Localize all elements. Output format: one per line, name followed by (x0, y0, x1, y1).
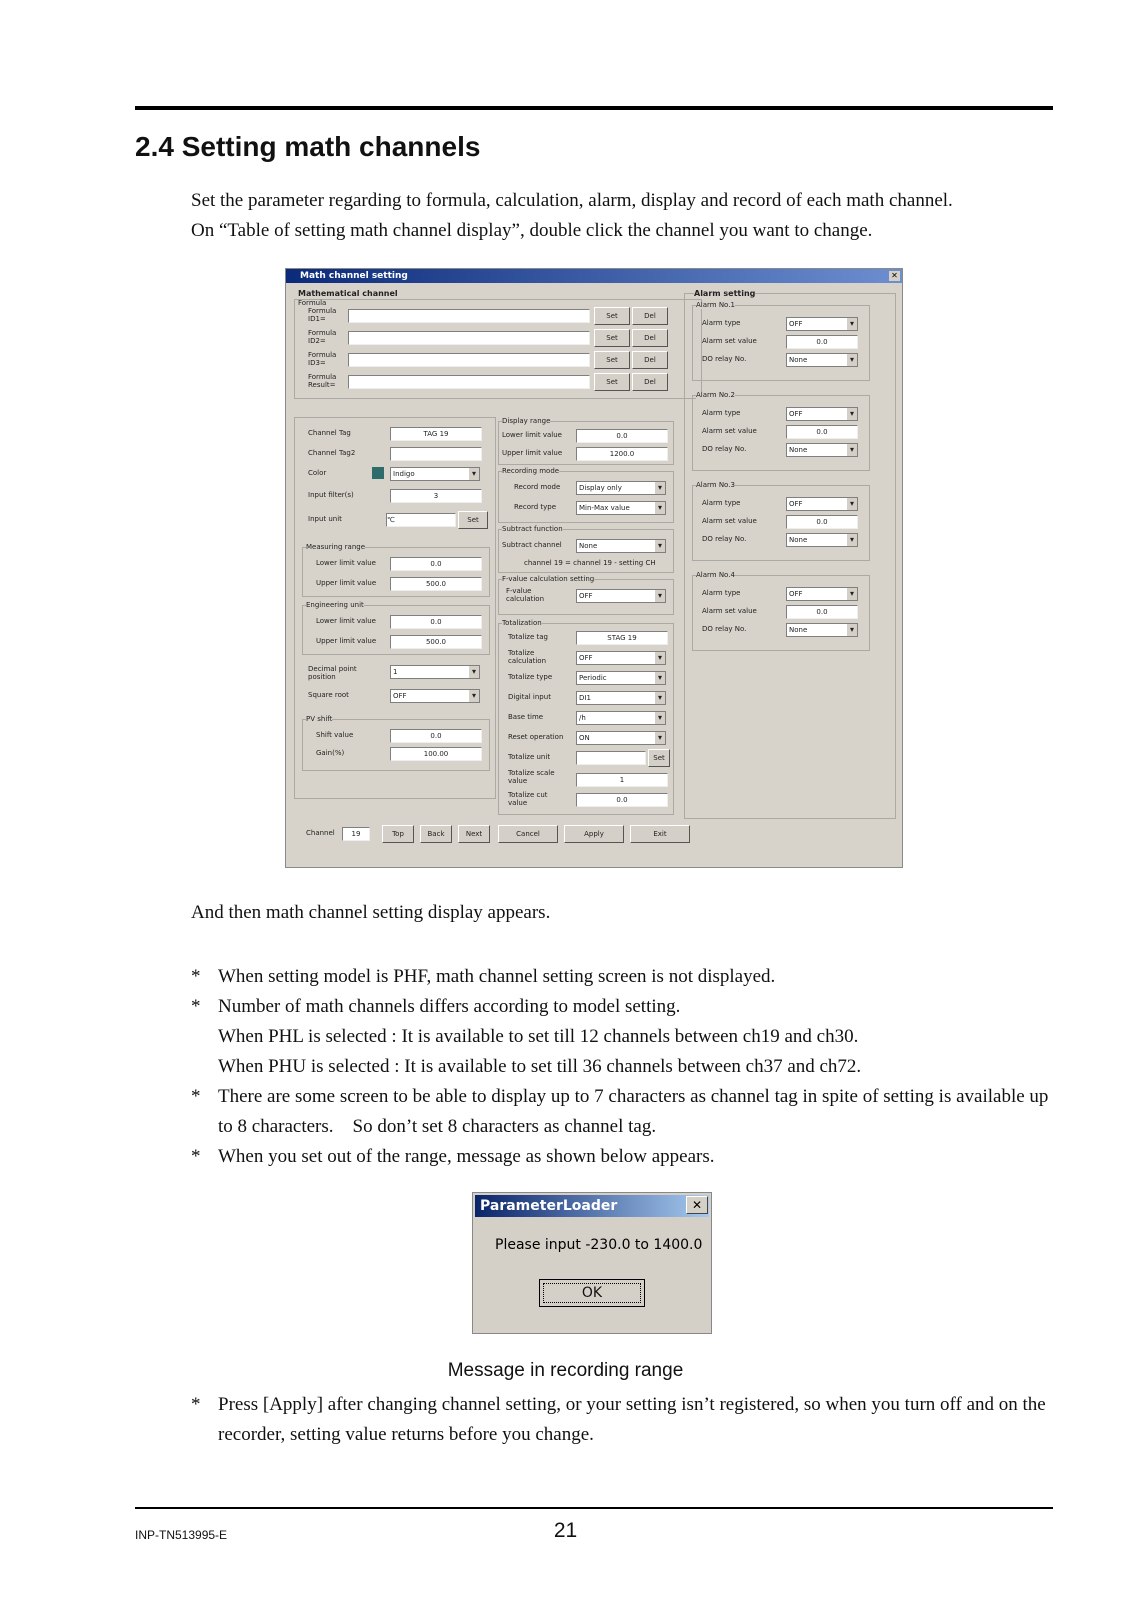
input-filter-label: Input filter(s) (308, 491, 354, 499)
fvalue-group-label: F-value calculation setting (502, 575, 595, 583)
pv-shift-group (302, 719, 490, 771)
formula-field[interactable] (348, 353, 590, 367)
formula-del-button[interactable]: Del (632, 329, 668, 347)
alarm-set-label: Alarm set value (702, 427, 757, 435)
alarm-relay-label: DO relay No. (702, 355, 747, 363)
formula-del-button[interactable]: Del (632, 373, 668, 391)
tot-unit-set-button[interactable]: Set (648, 749, 670, 767)
note-line: Press [Apply] after changing channel setting, or your setting isn’t registered, so when you turn off and on the recorder, setting value returns before you change. (218, 1394, 1046, 1445)
alarm-group-label: Alarm No.1 (696, 301, 735, 309)
tot-calc-label: Totalize calculation (508, 649, 547, 665)
shift-label: Shift value (316, 731, 354, 739)
page-number: 21 (553, 1519, 578, 1542)
formula-label: Formula ID1= (308, 307, 337, 323)
note-line: When setting model is PHF, math channel setting screen is not displayed. (218, 966, 776, 987)
fvalue-label: F-value calculation (506, 587, 545, 603)
close-icon[interactable]: ✕ (686, 1196, 708, 1214)
base-label: Base time (508, 713, 544, 721)
subtract-channel-label: Subtract channel (502, 541, 562, 549)
display-lower-field[interactable]: 0.0 (576, 429, 668, 443)
next-button[interactable]: Next (458, 825, 490, 843)
alarm-set-label: Alarm set value (702, 337, 757, 345)
scale-label: Totalize scale value (508, 769, 555, 785)
note-item (191, 962, 1061, 992)
note-star: * (191, 1086, 201, 1107)
shift-field[interactable]: 0.0 (390, 729, 482, 743)
alarm-set-label: Alarm set value (702, 517, 757, 525)
alarm-type-label: Alarm type (702, 409, 741, 417)
reset-select[interactable]: ON ▾ (576, 731, 666, 745)
note-star: * (191, 1394, 201, 1415)
note-star: * (191, 996, 201, 1017)
subtract-note: channel 19 = channel 19 - setting CH (524, 559, 656, 567)
alarm-relay-label: DO relay No. (702, 625, 747, 633)
digital-select[interactable]: DI1 ▾ (576, 691, 666, 705)
parameter-loader-dialog (472, 1192, 712, 1334)
input-unit-label: Input unit (308, 515, 342, 523)
formula-set-button[interactable]: Set (594, 307, 630, 325)
note-line: When PHL is selected : It is available to set till 12 channels between ch19 and ch30. (218, 1026, 859, 1047)
notes-list (191, 962, 1061, 1172)
measure-upper-label: Upper limit value (316, 579, 377, 587)
dialog-title: ParameterLoader (480, 1198, 618, 1214)
recording-mode-label: Recording mode (502, 467, 560, 475)
alarm-relay-select[interactable]: None ▾ (786, 533, 858, 547)
tot-type-select[interactable]: Periodic ▾ (576, 671, 666, 685)
note-line: Number of math channels differs according to model setting. (218, 996, 681, 1017)
note-item (191, 1082, 1061, 1142)
cancel-button[interactable]: Cancel (498, 825, 558, 843)
color-swatch (372, 467, 384, 479)
channel-tag-label: Channel Tag (308, 429, 351, 437)
eng-upper-field[interactable]: 500.0 (390, 635, 482, 649)
intro-paragraph (191, 186, 1051, 246)
formula-label: Formula ID2= (308, 329, 337, 345)
formula-field[interactable] (348, 331, 590, 345)
note-star: * (191, 966, 201, 987)
formula-del-button[interactable]: Del (632, 307, 668, 325)
alarm-relay-select[interactable]: None ▾ (786, 353, 858, 367)
alarm-value-field[interactable]: 0.0 (786, 605, 858, 619)
measure-upper-field[interactable]: 500.0 (390, 577, 482, 591)
display-range-label: Display range (502, 417, 551, 425)
alarm-type-select[interactable]: OFF ▾ (786, 317, 858, 331)
channel-tag-field[interactable]: TAG 19 (390, 427, 482, 441)
formula-field[interactable] (348, 375, 590, 389)
record-mode-label: Record mode (514, 483, 561, 491)
channel-field[interactable]: 19 (342, 827, 370, 841)
apply-button[interactable]: Apply (564, 825, 624, 843)
scale-field[interactable]: 1 (576, 773, 668, 787)
alarm-group-label: Alarm No.4 (696, 571, 735, 579)
display-upper-field[interactable]: 1200.0 (576, 447, 668, 461)
alarm-group-label: Alarm No.3 (696, 481, 735, 489)
note-star: * (191, 1146, 201, 1167)
square-label: Square root (308, 691, 349, 699)
alarm-type-select[interactable]: OFF ▾ (786, 407, 858, 421)
base-select[interactable]: /h ▾ (576, 711, 666, 725)
cut-field[interactable]: 0.0 (576, 793, 668, 807)
channel-label: Channel (306, 829, 335, 837)
ok-button[interactable]: OK (539, 1279, 645, 1307)
alarm-type-label: Alarm type (702, 319, 741, 327)
record-type-label: Record type (514, 503, 557, 511)
formula-set-button[interactable]: Set (594, 373, 630, 391)
engineering-unit-label: Engineering unit (306, 601, 364, 609)
formula-field[interactable] (348, 309, 590, 323)
gain-label: Gain(%) (316, 749, 345, 757)
reset-label: Reset operation (508, 733, 564, 741)
decimal-label: Decimal point position (308, 665, 357, 681)
tot-tag-field[interactable]: STAG 19 (576, 631, 668, 645)
back-button[interactable]: Back (420, 825, 452, 843)
square-select[interactable]: OFF ▾ (390, 689, 480, 703)
color-select[interactable]: Indigo ▾ (390, 467, 480, 481)
eng-upper-label: Upper limit value (316, 637, 377, 645)
formula-label: Formula Result= (308, 373, 337, 389)
doc-id: INP-TN513995-E (135, 1528, 228, 1542)
alarm-relay-select[interactable]: None ▾ (786, 623, 858, 637)
alarm-relay-label: DO relay No. (702, 445, 747, 453)
tot-unit-field[interactable] (576, 751, 646, 765)
after-text: And then math channel setting display appears. (191, 902, 551, 923)
color-label: Color (308, 469, 327, 477)
alarm-set-label: Alarm set value (702, 607, 757, 615)
formula-label: Formula ID3= (308, 351, 337, 367)
formula-set-button[interactable]: Set (594, 351, 630, 369)
formula-set-button[interactable]: Set (594, 329, 630, 347)
note-line: When you set out of the range, message as shown below appears. (218, 1146, 715, 1167)
digital-label: Digital input (508, 693, 551, 701)
eng-lower-label: Lower limit value (316, 617, 376, 625)
alarm-value-field[interactable]: 0.0 (786, 335, 858, 349)
totalization-label: Totalization (502, 619, 542, 627)
tot-unit-label: Totalize unit (508, 753, 551, 761)
note-item (191, 992, 1061, 1082)
display-lower-label: Lower limit value (502, 431, 562, 439)
input-unit-field[interactable]: ℃ (386, 513, 456, 527)
window-close-button[interactable]: ✕ (889, 271, 900, 281)
dialog-message: Please input -230.0 to 1400.0 (495, 1237, 703, 1253)
alarm-value-field[interactable]: 0.0 (786, 515, 858, 529)
note-line: There are some screen to be able to display up to 7 characters as channel tag in spite of setting is available up to 8 characters. So don’t set 8 characters as channel tag. (218, 1086, 1049, 1137)
alarm-type-label: Alarm type (702, 499, 741, 507)
alarm-type-label: Alarm type (702, 589, 741, 597)
alarm-value-field[interactable]: 0.0 (786, 425, 858, 439)
alarm-group-label: Alarm No.2 (696, 391, 735, 399)
input-unit-set-button[interactable]: Set (458, 511, 488, 529)
group-math-label: Mathematical channel (298, 289, 398, 298)
bottom-rule (135, 1507, 1053, 1509)
measure-lower-field[interactable]: 0.0 (390, 557, 482, 571)
section-heading: 2.4 Setting math channels (135, 131, 481, 162)
note-item (191, 1142, 1061, 1172)
apply-note (191, 1390, 1061, 1450)
dialog-titlebar (475, 1195, 709, 1217)
formula-del-button[interactable]: Del (632, 351, 668, 369)
alarm-title: Alarm setting (694, 289, 756, 298)
record-type-select[interactable]: Min-Max value ▾ (576, 501, 666, 515)
alarm-type-select[interactable]: OFF ▾ (786, 587, 858, 601)
measuring-range-label: Measuring range (306, 543, 366, 551)
math-channel-window (285, 268, 903, 868)
subtract-select[interactable]: None ▾ (576, 539, 666, 553)
alarm-relay-select[interactable]: None ▾ (786, 443, 858, 457)
cut-label: Totalize cut value (508, 791, 548, 807)
top-button[interactable]: Top (382, 825, 414, 843)
formula-group-label: Formula (298, 299, 327, 307)
fvalue-select[interactable]: OFF ▾ (576, 589, 666, 603)
alarm-type-select[interactable]: OFF ▾ (786, 497, 858, 511)
pv-shift-label: PV shift (306, 715, 333, 723)
note-line: When PHU is selected : It is available to set till 36 channels between ch37 and ch72. (218, 1056, 862, 1077)
tot-tag-label: Totalize tag (508, 633, 548, 641)
eng-lower-field[interactable]: 0.0 (390, 615, 482, 629)
tot-calc-select[interactable]: OFF ▾ (576, 651, 666, 665)
exit-button[interactable]: Exit (630, 825, 690, 843)
alarm-relay-label: DO relay No. (702, 535, 747, 543)
gain-field[interactable]: 100.00 (390, 747, 482, 761)
measure-lower-label: Lower limit value (316, 559, 376, 567)
intro-line: Set the parameter regarding to formula, calculation, alarm, display and record of each math channel. (191, 190, 953, 211)
display-upper-label: Upper limit value (502, 449, 563, 457)
channel-tag2-label: Channel Tag2 (308, 449, 356, 457)
decimal-select[interactable]: 1 ▾ (390, 665, 480, 679)
window-titlebar (286, 269, 902, 283)
dialog-caption: Message in recording range (447, 1360, 684, 1381)
subtract-function-label: Subtract function (502, 525, 563, 533)
channel-tag2-field[interactable] (390, 447, 482, 461)
top-rule (135, 106, 1053, 110)
record-mode-select[interactable]: Display only ▾ (576, 481, 666, 495)
recording-mode-group (498, 471, 674, 523)
intro-line: On “Table of setting math channel display”, double click the channel you want to change. (191, 220, 873, 241)
tot-type-label: Totalize type (508, 673, 553, 681)
window-title: Math channel setting (300, 271, 408, 281)
input-filter-field[interactable]: 3 (390, 489, 482, 503)
